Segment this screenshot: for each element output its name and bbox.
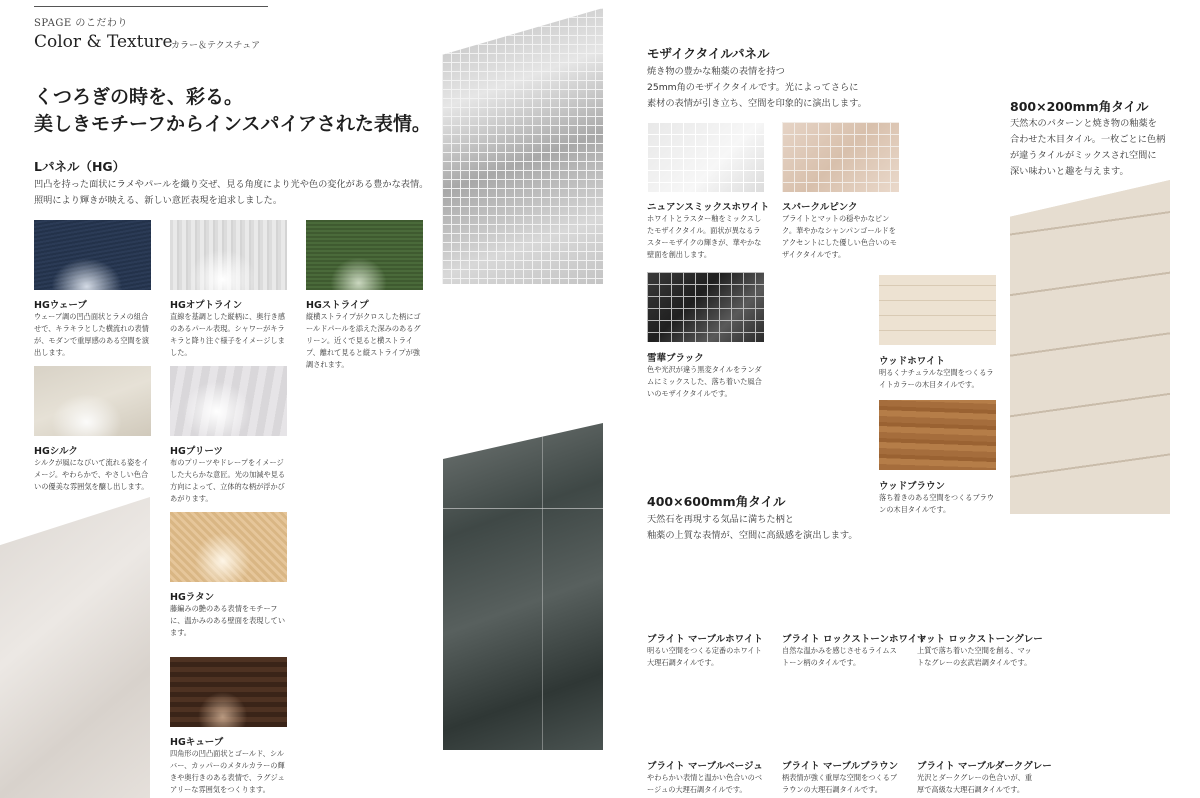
lpanel-desc-1: 凹凸を持った面状にラメやパールを織り交ぜ、見る角度により光や色の変化がある豊かな表情。 bbox=[34, 179, 429, 190]
tile400-desc-1: 天然石を再現する気品に満ちた柄と bbox=[647, 514, 794, 525]
swatch-desc: 色や光沢が違う黒変タイルをランダムにミックスした、落ち着いた風合いのモザイクタイルです。 bbox=[647, 365, 762, 398]
swatch-name: HGウェーブ bbox=[34, 300, 87, 311]
swatch-hg-wave bbox=[34, 220, 151, 290]
swatch-bright-marble-dark-grey bbox=[917, 681, 1034, 751]
mosaic-desc-1: 焼き物の豊かな釉薬の表情を持つ bbox=[647, 66, 785, 77]
page-title: Color & Texture bbox=[34, 32, 173, 52]
tile800-title: 800×200mm角タイル bbox=[1010, 99, 1149, 114]
swatch-hg-stripe bbox=[306, 220, 423, 290]
lpanel-title: Lパネル（HG） bbox=[34, 159, 126, 174]
headline-line-2: 美しきモチーフからインスパイアされた表情。 bbox=[34, 113, 431, 135]
swatch-wood-brown bbox=[879, 400, 996, 470]
headline bbox=[34, 84, 431, 138]
swatch-name: HGラタン bbox=[170, 592, 215, 603]
tile800-desc-4: 深い味わいと趣を与えます。 bbox=[1010, 166, 1129, 177]
swatch-desc: やわらかい表情と温かい色合いのベージュの大理石調タイルです。 bbox=[647, 773, 763, 794]
swatch-desc: 藤編みの艶のある表情をモチーフに、温かみのある壁面を表現しています。 bbox=[170, 604, 286, 637]
swatch-desc: 直線を基調とした縦柄に、奥行き感のあるパール表現。シャワーがキラキラと降り注ぐ様子をイメージしました。 bbox=[170, 312, 286, 357]
swatch-desc: 落ち着きのある空間をつくるブラウンの木目タイルです。 bbox=[879, 493, 995, 514]
swatch-hg-cube bbox=[170, 657, 287, 727]
swatch-sekka-black bbox=[647, 272, 764, 342]
swatch-name: ニュアンスミックスホワイト bbox=[647, 202, 770, 213]
tile800-desc-2: 合わせた木目タイル。一枚ごとに色柄 bbox=[1010, 134, 1166, 145]
swatch-wood-white bbox=[879, 275, 996, 345]
swatch-bright-marble-beige bbox=[647, 681, 764, 751]
header-kicker: SPAGE のこだわり bbox=[34, 18, 128, 29]
swatch-hg-pleats bbox=[170, 366, 287, 436]
swatch-name: HGストライプ bbox=[306, 300, 369, 311]
page-subtitle: カラー＆テクスチュア bbox=[171, 41, 261, 51]
swatch-bright-rockstone-white bbox=[782, 553, 899, 623]
swatch-desc: 上質で落ち着いた空間を創る、マットなグレーの玄武岩調タイルです。 bbox=[917, 646, 1032, 667]
swatch-name: ブライト マーブルホワイト bbox=[647, 634, 763, 645]
silk-wall-photo bbox=[0, 497, 150, 798]
swatch-sparkle-pink bbox=[782, 122, 899, 192]
wood-wall-photo bbox=[1010, 180, 1170, 514]
mosaic-desc-3: 素材の表情が引き立ち、空間を印象的に演出します。 bbox=[647, 98, 867, 109]
swatch-name: HGオプトライン bbox=[170, 300, 243, 311]
tile800-desc-3: が違うタイルがミックスされ空間に bbox=[1010, 150, 1157, 161]
swatch-hg-rattan bbox=[170, 512, 287, 582]
swatch-desc: 四角形の凹凸面状とゴールド、シルバー、カッパーのメタルカラーの輝きや奥行きのある表情で、ラグジュアリーな雰囲気をつくります。 bbox=[170, 749, 285, 794]
swatch-name: ウッドホワイト bbox=[879, 356, 946, 367]
swatch-name: ブライト マーブルダークグレー bbox=[917, 761, 1052, 772]
headline-line-1: くつろぎの時を、彩る。 bbox=[34, 86, 244, 108]
mosaic-wall-photo bbox=[442, 8, 603, 284]
swatch-name: HGキューブ bbox=[170, 737, 224, 748]
swatch-name: ブライト マーブルブラウン bbox=[782, 761, 899, 772]
swatch-desc: 自然な温かみを感じさせるライムストーン柄のタイルです。 bbox=[782, 646, 897, 667]
swatch-name: ウッドブラウン bbox=[879, 481, 946, 492]
swatch-bright-marble-white bbox=[647, 553, 764, 623]
stone-wall-photo bbox=[443, 423, 603, 750]
swatch-desc: 明るくナチュラルな空間をつくるライトカラーの木目タイルです。 bbox=[879, 368, 994, 389]
swatch-hg-silk bbox=[34, 366, 151, 436]
swatch-desc: 布のプリーツやドレープをイメージした大らかな意匠。光の加減や見る方向によって、立体的な柄が浮かびあがります。 bbox=[170, 458, 286, 503]
swatch-nuance-mix-white bbox=[647, 122, 764, 192]
swatch-name: ブライト ロックストーンホワイト bbox=[782, 634, 927, 645]
swatch-bright-marble-brown bbox=[782, 681, 899, 751]
mosaic-title: モザイクタイルパネル bbox=[647, 46, 770, 61]
swatch-desc: ホワイトとラスター釉をミックスしたモザイクタイル。面状が異なるラスターモザイクの輝きが、華やかな壁面を創出します。 bbox=[647, 214, 762, 259]
swatch-matt-rockstone-grey bbox=[917, 553, 1034, 623]
swatch-name: 雪華ブラック bbox=[647, 353, 704, 364]
swatch-name: スパークルピンク bbox=[782, 202, 858, 213]
swatch-name: HGシルク bbox=[34, 446, 78, 457]
swatch-name: マット ロックストーングレー bbox=[917, 634, 1043, 645]
swatch-hg-optline bbox=[170, 220, 287, 290]
swatch-desc: 柄表情が強く重厚な空間をつくるブラウンの大理石調タイルです。 bbox=[782, 773, 898, 794]
header-rule bbox=[34, 6, 268, 7]
swatch-desc: シルクが風になびいて流れる姿をイメージ。やわらかで、やさしい色合いの優美な雰囲気を醸し出します。 bbox=[34, 458, 149, 491]
swatch-desc: 明るい空間をつくる定番のホワイト大理石調タイルです。 bbox=[647, 646, 762, 667]
tile400-desc-2: 釉薬の上質な表情が、空間に高級感を演出します。 bbox=[647, 530, 858, 541]
swatch-desc: 光沢とダークグレーの色合いが、重厚で高級な大理石調タイルです。 bbox=[917, 773, 1033, 794]
swatch-name: ブライト マーブルベージュ bbox=[647, 761, 763, 772]
lpanel-desc-2: 照明により輝きが映える、新しい意匠表現を追求しました。 bbox=[34, 195, 283, 206]
tile400-title: 400×600mm角タイル bbox=[647, 494, 786, 509]
tile800-desc-1: 天然木のパターンと焼き物の釉薬を bbox=[1010, 118, 1157, 129]
mosaic-desc-2: 25mm角のモザイクタイルです。光によってさらに bbox=[647, 82, 859, 93]
swatch-name: HGプリーツ bbox=[170, 446, 223, 457]
swatch-desc: ウェーブ調の凹凸面状とラメの組合せで、キラキラとした横流れの表情が、モダンで重厚感のある空間を演出します。 bbox=[34, 312, 150, 357]
swatch-desc: 縦横ストライプがクロスした柄にゴールドパールを添えた深みのあるグリーン。近くで見ると横ストライプ、離れて見ると縦ストライプが強調されます。 bbox=[306, 312, 421, 369]
swatch-desc: ブライトとマットの穏やかなピンク。華やかなシャンパンゴールドをアクセントにした優しい色合いのモザイクタイルです。 bbox=[782, 214, 897, 259]
